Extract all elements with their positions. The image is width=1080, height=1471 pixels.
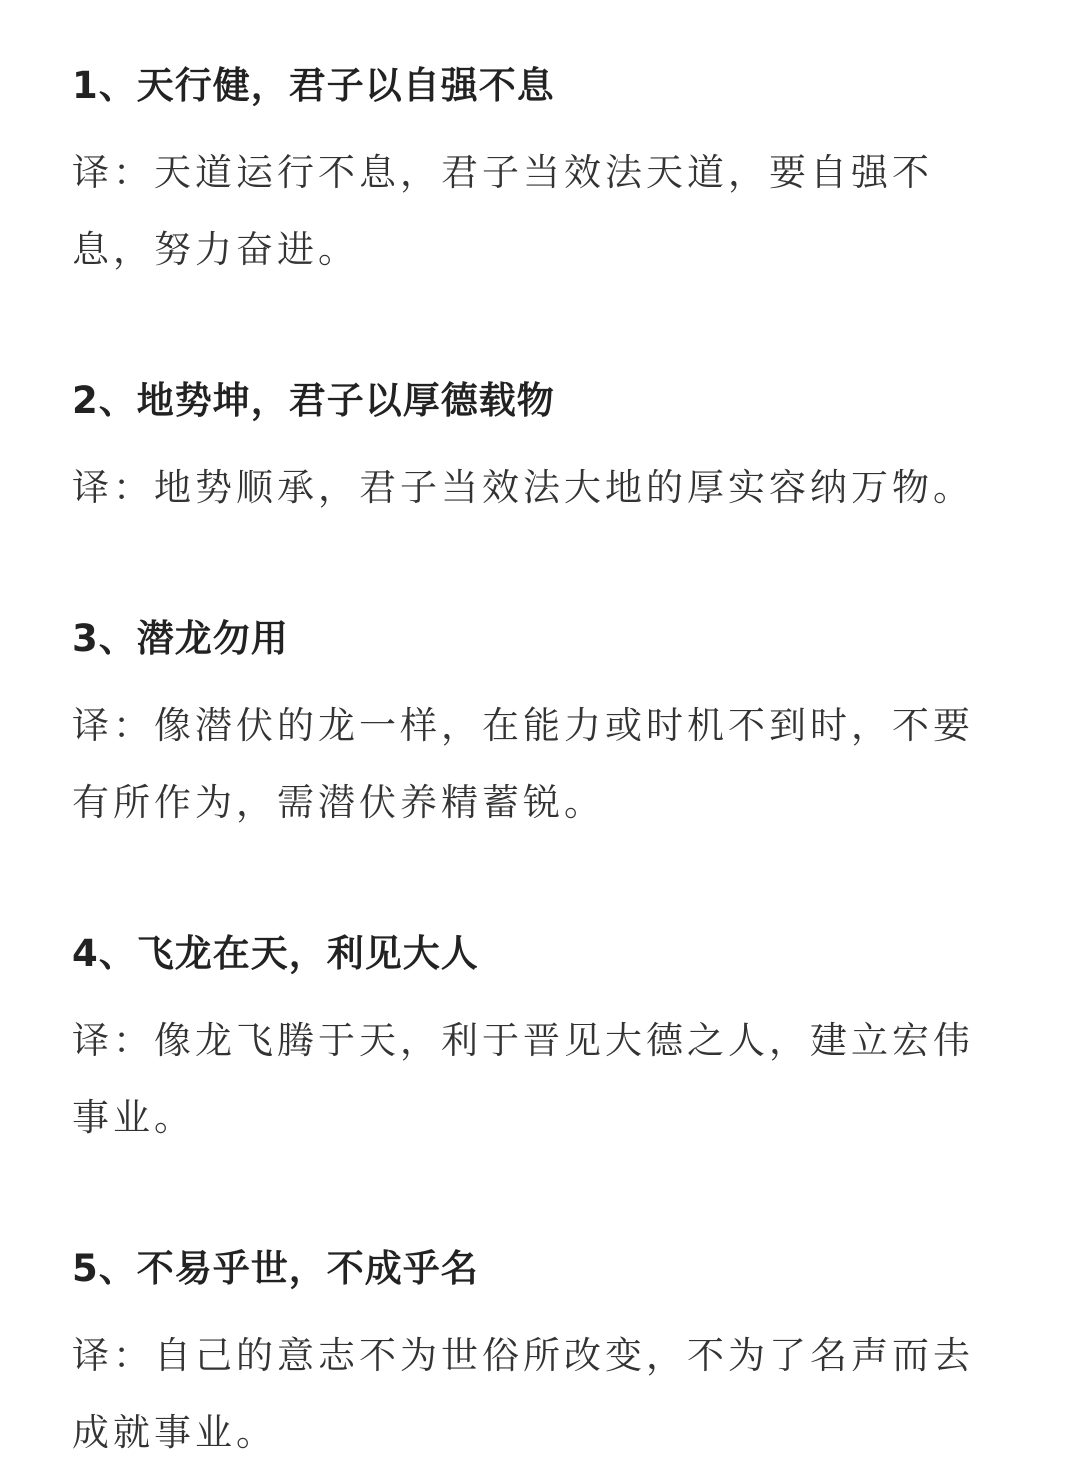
entry-translation: 译：天道运行不息，君子当效法天道，要自强不息，努力奋进。: [72, 151, 933, 271]
entry-5: [72, 1241, 1010, 1471]
entry-translation: 译：像龙飞腾于天，利于晋见大德之人，建立宏伟事业。: [72, 1019, 974, 1139]
entry-title: 2、地势坤，君子以厚德载物: [72, 379, 555, 422]
entry-translation: 译：地势顺承，君子当效法大地的厚实容纳万物。: [72, 466, 974, 509]
entry-2: [72, 373, 1010, 526]
entry-1: [72, 58, 1010, 288]
entry-translation: 译：像潜伏的龙一样，在能力或时机不到时，不要有所作为，需潜伏养精蓄锐。: [72, 704, 974, 824]
entry-title: 3、潜龙勿用: [72, 617, 289, 660]
entry-3: [72, 611, 1010, 841]
entry-4: [72, 926, 1010, 1156]
entry-translation: 译：自己的意志不为世俗所改变，不为了名声而去成就事业。: [72, 1334, 974, 1454]
entry-title: 5、不易乎世，不成乎名: [72, 1247, 479, 1290]
entry-title: 4、飞龙在天，利见大人: [72, 932, 479, 975]
entry-title: 1、天行健，君子以自强不息: [72, 64, 555, 107]
